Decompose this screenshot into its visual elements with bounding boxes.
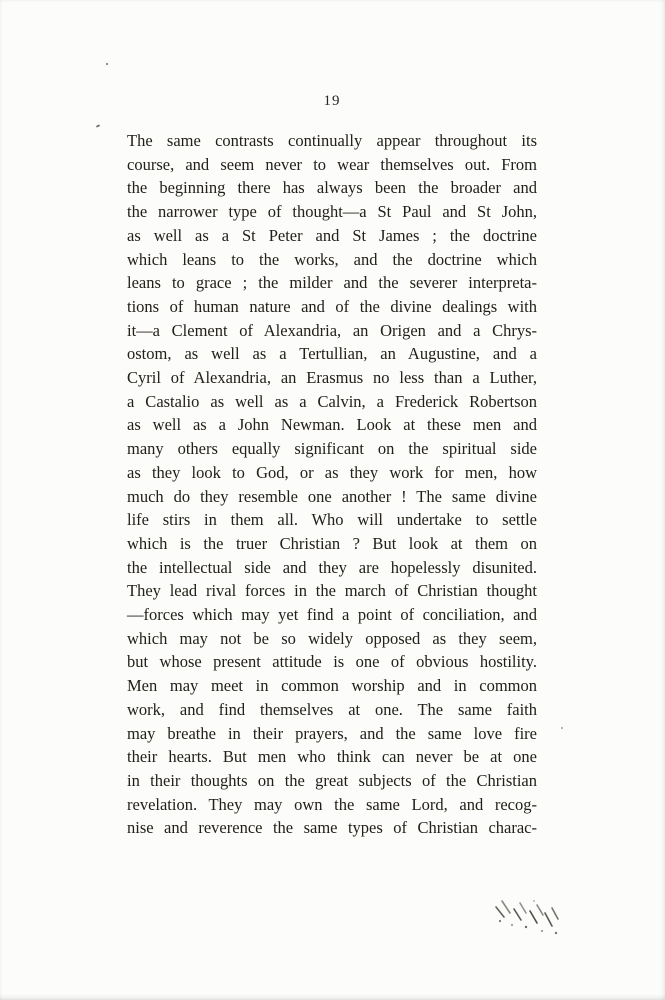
text-line: Cyril of Alexandria, an Erasmus no less than a Luther, — [127, 368, 537, 388]
text-line: which leans to the works, and the doctrine which — [127, 249, 537, 269]
body-text — [127, 129, 537, 840]
text-line: leans to grace ; the milder and the severer interpreta- — [127, 273, 537, 293]
ink-speck-icon — [561, 727, 563, 729]
text-line: in their thoughts on the great subjects of the Christian — [127, 770, 537, 790]
text-line: work, and find themselves at one. The same faith — [127, 699, 537, 719]
text-line: the intellectual side and they are hopelessly disunited. — [127, 557, 537, 577]
text-line: course, and seem never to wear themselves out. From — [127, 154, 537, 174]
text-line: the narrower type of thought—a St Paul and St John, — [127, 202, 537, 222]
text-line: ostom, as well as a Tertullian, an Augustine, and a — [127, 344, 537, 364]
text-line: the beginning there has always been the broader and — [127, 178, 537, 198]
text-line: much do they resemble one another ! The same divine — [127, 486, 537, 506]
ink-smudge-icon — [490, 893, 568, 939]
text-line: nise and reverence the same types of Christian charac- — [127, 818, 537, 838]
text-line: many others equally significant on the spiritual side — [127, 439, 537, 459]
page-number: 19 — [323, 93, 341, 109]
text-line: The same contrasts continually appear throughout its — [127, 131, 537, 150]
text-line: as well as a John Newman. Look at these men and — [127, 415, 537, 435]
text-line: it—a Clement of Alexandria, an Origen and a Chrys- — [127, 320, 537, 340]
text-line: which is the truer Christian ? But look at them on — [127, 533, 537, 553]
text-line: but whose present attitude is one of obvious hostility. — [127, 652, 537, 672]
text-line: their hearts. But men who think can never be at one — [127, 747, 537, 767]
text-line: life stirs in them all. Who will undertake to settle — [127, 510, 537, 530]
text-line: which may not be so widely opposed as they seem, — [127, 628, 537, 648]
ink-speck-icon — [96, 124, 100, 128]
text-line: Men may meet in common worship and in common — [127, 676, 537, 696]
text-line: —forces which may yet find a point of conciliation, and — [127, 605, 537, 625]
text-line: as well as a St Peter and St James ; the doctrine — [127, 225, 537, 245]
text-line: as they look to God, or as they work for men, how — [127, 462, 537, 482]
text-line: They lead rival forces in the march of Christian thought — [127, 581, 537, 601]
ink-speck-icon — [106, 63, 108, 65]
text-line: tions of human nature and of the divine dealings with — [127, 296, 537, 316]
text-line: revelation. They may own the same Lord, and recog- — [127, 794, 537, 814]
text-line: may breathe in their prayers, and the same love fire — [127, 723, 537, 743]
text-line: a Castalio as well as a Calvin, a Frederick Robertson — [127, 391, 537, 411]
